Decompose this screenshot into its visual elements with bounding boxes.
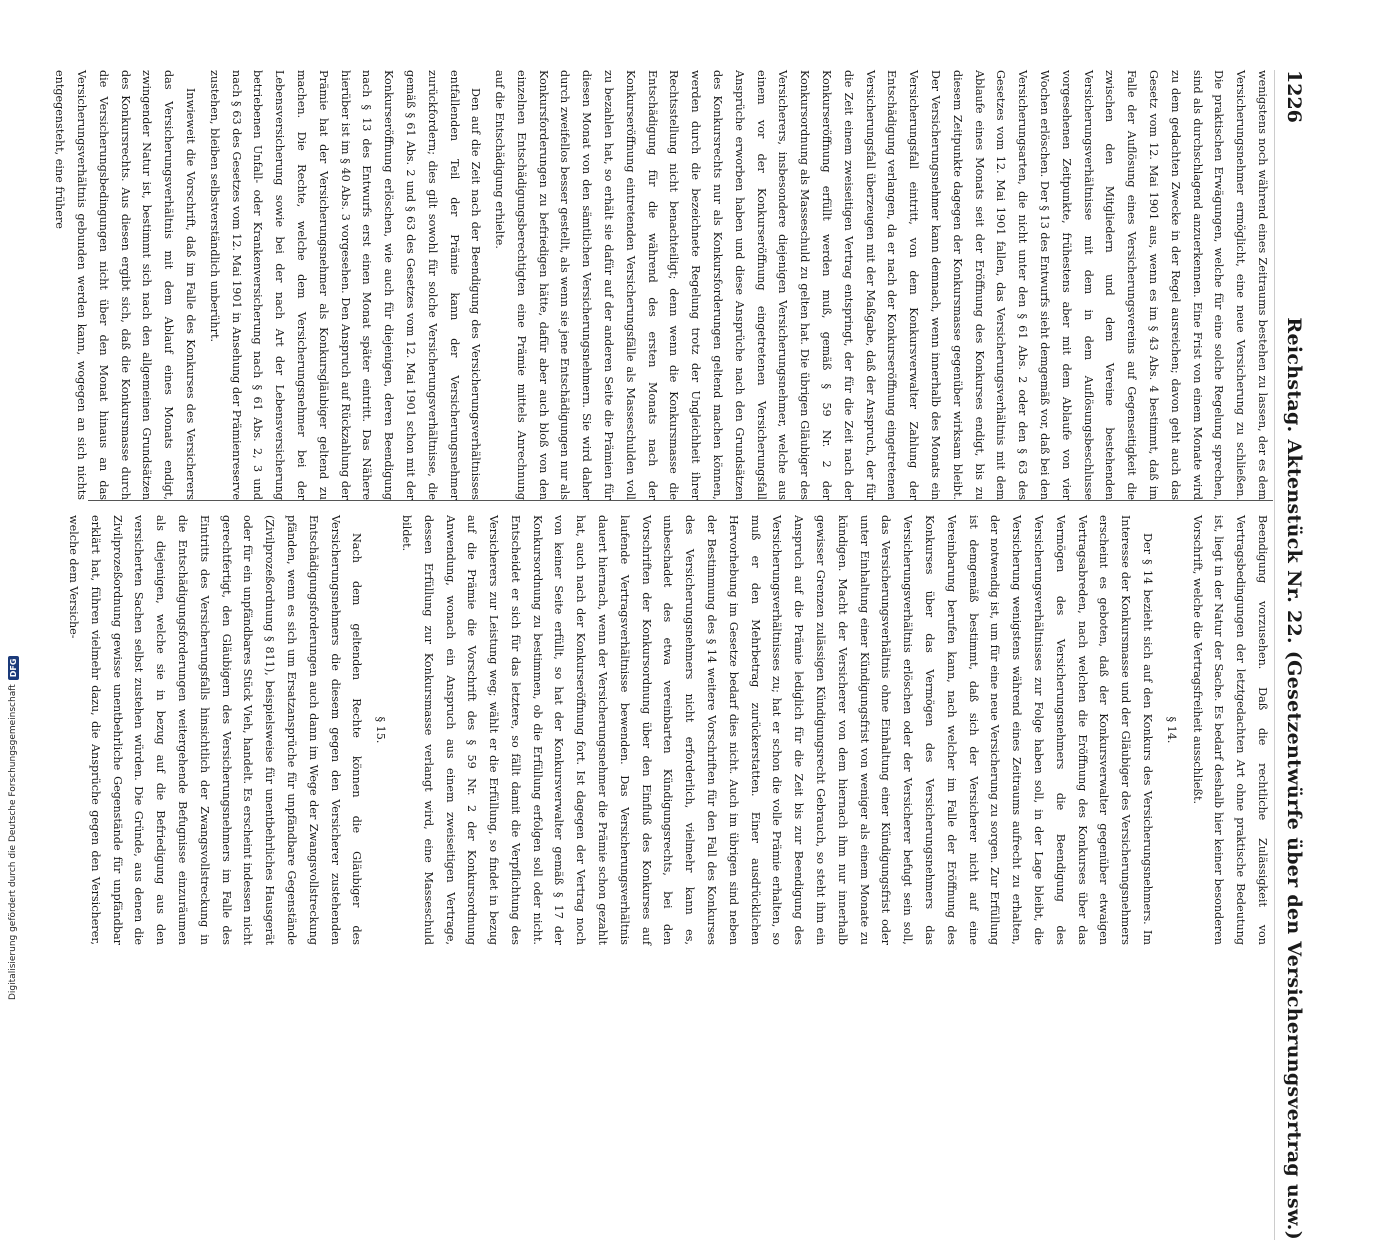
section-heading-15: § 15.	[374, 716, 388, 744]
paragraph: Inwieweit die Vorschrift, daß im Falle des Konkurses des Versicherers das Versicherungsverhältnis mit dem Ablauf eines Monats endigt, zwingender Natur ist, bestimmt sich nach den allgemeinen Grundsätzen des Konkursrechts. Aus diesen ergibt sich, daß die Konkursmasse durch die Versicherungsbedingungen nicht über den Monat hinaus an das Versicherungsverhältnis gebunden werden kann, wogegen an sich nichts entgegensteht, eine frühere	[53, 70, 197, 500]
credit-text: Digitalisierung gefördert durch die Deutsche Forschungsgemeinschaft	[8, 684, 18, 1000]
paragraph: wenigstens noch während eines Zeitraums bestehen zu lassen, der es dem Versicherungsnehmer ermöglicht, eine neue Versicherung zu schließen. Die praktischen Erwägungen, welche für eine solche Regelung sprechen, sind als durchschlagend anzuerkennen. Eine Frist von einem Monate wird zu dem gedachten Zwecke in der Regel ausreichen; davon geht auch das Gesetz vom 12. Mai 1901 aus, wenn es im § 43 Abs. 4 bestimmt, daß im Falle der Auflösung eines Versicherungsvereins auf Gegenseitigkeit die zwischen den Mitgliedern und dem Vereine bestehenden Versicherungsverhältnisse mit dem in dem Auflösungsbeschlusse vorgesehenen Zeitpunkte, frühestens aber mit dem Ablaufe von vier Wochen erlöschen. Der § 13 des Entwurfs sieht demgemäß vor, daß bei den Versicherungsarten, die nicht unter den § 61 Abs. 2 oder den § 63 des Gesetzes vom 12. Mai 1901 fallen, das Versicherungsverhältnis mit dem Ablaufe eines Monats seit der Eröffnung des Konkurses endigt, bis zu diesem Zeitpunkte dagegen der Konkursmasse gegenüber wirksam bleibt. Der Versicherungsnehmer kann demnach, wenn innerhalb des Monats ein Versicherungsfall eintritt, von dem Konkursverwalter Zahlung der Entschädigung verlangen, da er nach der Konkurseröffnung eingetretenen Versicherungsfall überzeugen mit der Maßgabe, daß der Anspruch, der für die Zeit einem zweiseitigen Vertrag entspringt, der für die Zeit nach der Konkurseröffnung erfüllt werden muß, gemäß § 59 Nr. 2 der Konkursordnung als Masseschuld zu gelten hat. Die übrigen Gläubiger des Versicherers, insbesondere diejenigen Versicherungsnehmer, welche aus einem vor der Konkurseröffnung eingetretenen Versicherungsfall Ansprüche erworben haben und diese Ansprüche nach den Grundsätzen des Konkursrechts nur als Konkursforderungen geltend machen können, werden durch die bezeichnete Regelung trotz der Ungleichheit ihrer Rechtsstellung nicht benachteiligt; denn wenn die Konkursmasse die Entschädigung für die während des ersten Monats nach der Konkurseröffnung eintretenden Versicherungsfälle als Masseschulden voll zu bezahlen hat, so erhält sie dafür auf der anderen Seite die Prämien für diesen Monat von den sämtlichen Versicherungsnehmern. Sie wird daher durch zweifellos besser gestellt, als wenn sie jene Entschädigungen nur als Konkursforderungen zu befriedigen hätte, dafür aber auch bloß von den einzelnen Entschädigungsberechtigten eine Prämie mittels Anrechnung auf die Entschädigung erhielte.	[493, 70, 1269, 500]
paragraph: Den auf die Zeit nach der Beendigung des Versicherungsverhältnisses entfallenden Teil der Prämie kann der Versicherungsnehmer zurückfordern; dies gilt sowohl für solche Versicherungsverhältnisse, die gemäß § 61 Abs. 2 und § 63 des Gesetzes vom 12. Mai 1901 schon mit der Konkurseröffnung erlöschen, wie auch für diejenigen, deren Beendigung nach § 13 des Entwurfs erst einen Monat später eintritt. Das Nähere hierüber ist im § 40 Abs. 3 vorgesehen. Den Anspruch auf Rückzahlung der Prämie hat der Versicherungsnehmer als Konkursgläubiger geltend zu machen. Die Rechte, welche dem Versicherungsnehmer bei der Lebensversicherung sowie bei der nach Art der Lebensversicherung betriebenen Unfall- oder Krankenversicherung nach § 61 Abs. 2, 3 und nach § 63 des Gesetzes vom 12. Mai 1901 in Ansehung der Prämienreserve zustehen, bleiben selbstverständlich unberührt.	[207, 70, 483, 500]
paragraph: Der § 14 bezieht sich auf den Konkurs des Versicherungsnehmers. Im Interesse der Konkursmasse und der Gläubiger des Versicherungsnehmers erscheint es geboten, daß der Konkursverwalter gegenüber etwaigen Vertragsabreden, nach welchen die Eröffnung des Konkurses über das Vermögen des Versicherungsnehmers die Beendigung des Versicherungsverhältnisses zur Folge haben soll, in der Lage bleibt, die Versicherung wenigstens während eines Zeitraums aufrecht zu erhalten, der notwendig ist, um für eine neue Versicherung zu sorgen. Zur Erfüllung ist demgemäß bestimmt, daß sich der Versicherer nicht auf eine Vereinbarung berufen kann, nach welcher im Falle der Eröffnung des Konkurses über das Vermögen des Versicherungsnehmers das Versicherungsverhältnis erlöschen oder der Versicherer befugt sein soll, das Versicherungsverhältnis ohne Einhaltung einer Kündigungsfrist oder unter Einhaltung einer Kündigungsfrist von weniger als einem Monate zu kündigen. Macht der Versicherer von dem hiernach ihm nur innerhalb gewisser Grenzen zulässigen Kündigungsrecht Gebrauch, so steht ihm ein Anspruch auf die Prämie lediglich für die Zeit bis zur Beendigung des Versicherungsverhältnisses zu; hat er schon die volle Prämie erhalten, so muß er den Mehrbetrag zurückerstatten. Einer ausdrücklichen Hervorhebung im Gesetze bedarf dies nicht. Auch im übrigen sind neben der Bestimmung des § 14 weitere Vorschriften für den Fall des Konkurses des Versicherungsnehmers nicht erforderlich, vielmehr kann es, unbeschadet des etwa vereinbarten Kündigungsrechts, bei den Vorschriften der Konkursordnung über den Einfluß des Konkurses auf laufende Vertragsverhältnisse bewenden. Das Versicherungsverhältnis dauert hiernach, wenn der Versicherungsnehmer die Prämie schon gezahlt hat, auch nach der Konkurseröffnung fort. Ist dagegen der Vertrag noch von keiner Seite erfüllt, so hat der Konkursverwalter gemäß § 17 der Konkursordnung zu bestimmen, ob die Erfüllung erfolgen soll oder nicht. Entscheidet er sich für das letztere, so fällt damit die Verpflichtung des Versicherers zur Leistung weg; wählt er die Erfüllung, so findet in bezug auf die Prämie die Vorschrift des § 59 Nr. 2 der Konkursordnung Anwendung, wonach ein Anspruch aus einem zweiseitigen Vertrage, dessen Erfüllung zur Konkursmasse verlangt wird, eine Masseschuld bildet.	[399, 515, 1155, 945]
column-divider	[88, 500, 1273, 501]
page-number: 1226	[1283, 70, 1305, 123]
paragraph: Beendigung vorzusehen. Daß die rechtliche Zulässigkeit von Vertragsbedingungen der letztgedachten Art ohne praktische Bedeutung ist, liegt in der Natur der Sache. Es bedarf deshalb hier keiner besonderen Vorschrift, welche die Vertragsfreiheit ausschließt.	[1190, 515, 1269, 945]
paragraph: Nach dem geltenden Rechte können die Gläubiger des Versicherungsnehmers die diesem gegen den Versicherer zustehenden Entschädigungsforderungen auch dann im Wege der Zwangsvollstreckung pfänden, wenn es sich um Ersatzansprüche für unpfändbare Gegenstände (Zivilprozeßordnung § 811), beispielsweise für unentbehrliches Hausgerät oder für ein unpfändbares Stück Vieh, handelt. Es erscheint indessen nicht gerechtfertigt, den Gläubigern des Versicherungsnehmers im Falle des Eintritts des Versicherungsfalls hinsichtlich der Zwangsvollstreckung in die Entschädigungsforderungen weitergehende Befugnisse einzuräumen als diejenigen, welche sie in bezug auf die Befriedigung aus den versicherten Sachen selbst zustehen würden. Die Gründe, aus denen die Zivilprozeßordnung gewisse unentbehrliche Gegenstände für unpfändbar erklärt hat, führen vielmehr dazu, die Ansprüche gegen den Versicherer, welche dem Versiche-	[66, 515, 364, 945]
left-column	[53, 70, 1273, 500]
section-heading-14: § 14.	[1164, 716, 1178, 744]
running-head	[1274, 70, 1305, 1240]
digitization-credit	[6, 610, 20, 1000]
dfg-logo: DFG	[8, 656, 19, 681]
right-column	[66, 515, 1273, 945]
page-title: Reichstag. Aktenstück Nr. 22. (Gesetzentwürfe über den Versicherungsvertrag usw.)	[1283, 317, 1305, 1240]
